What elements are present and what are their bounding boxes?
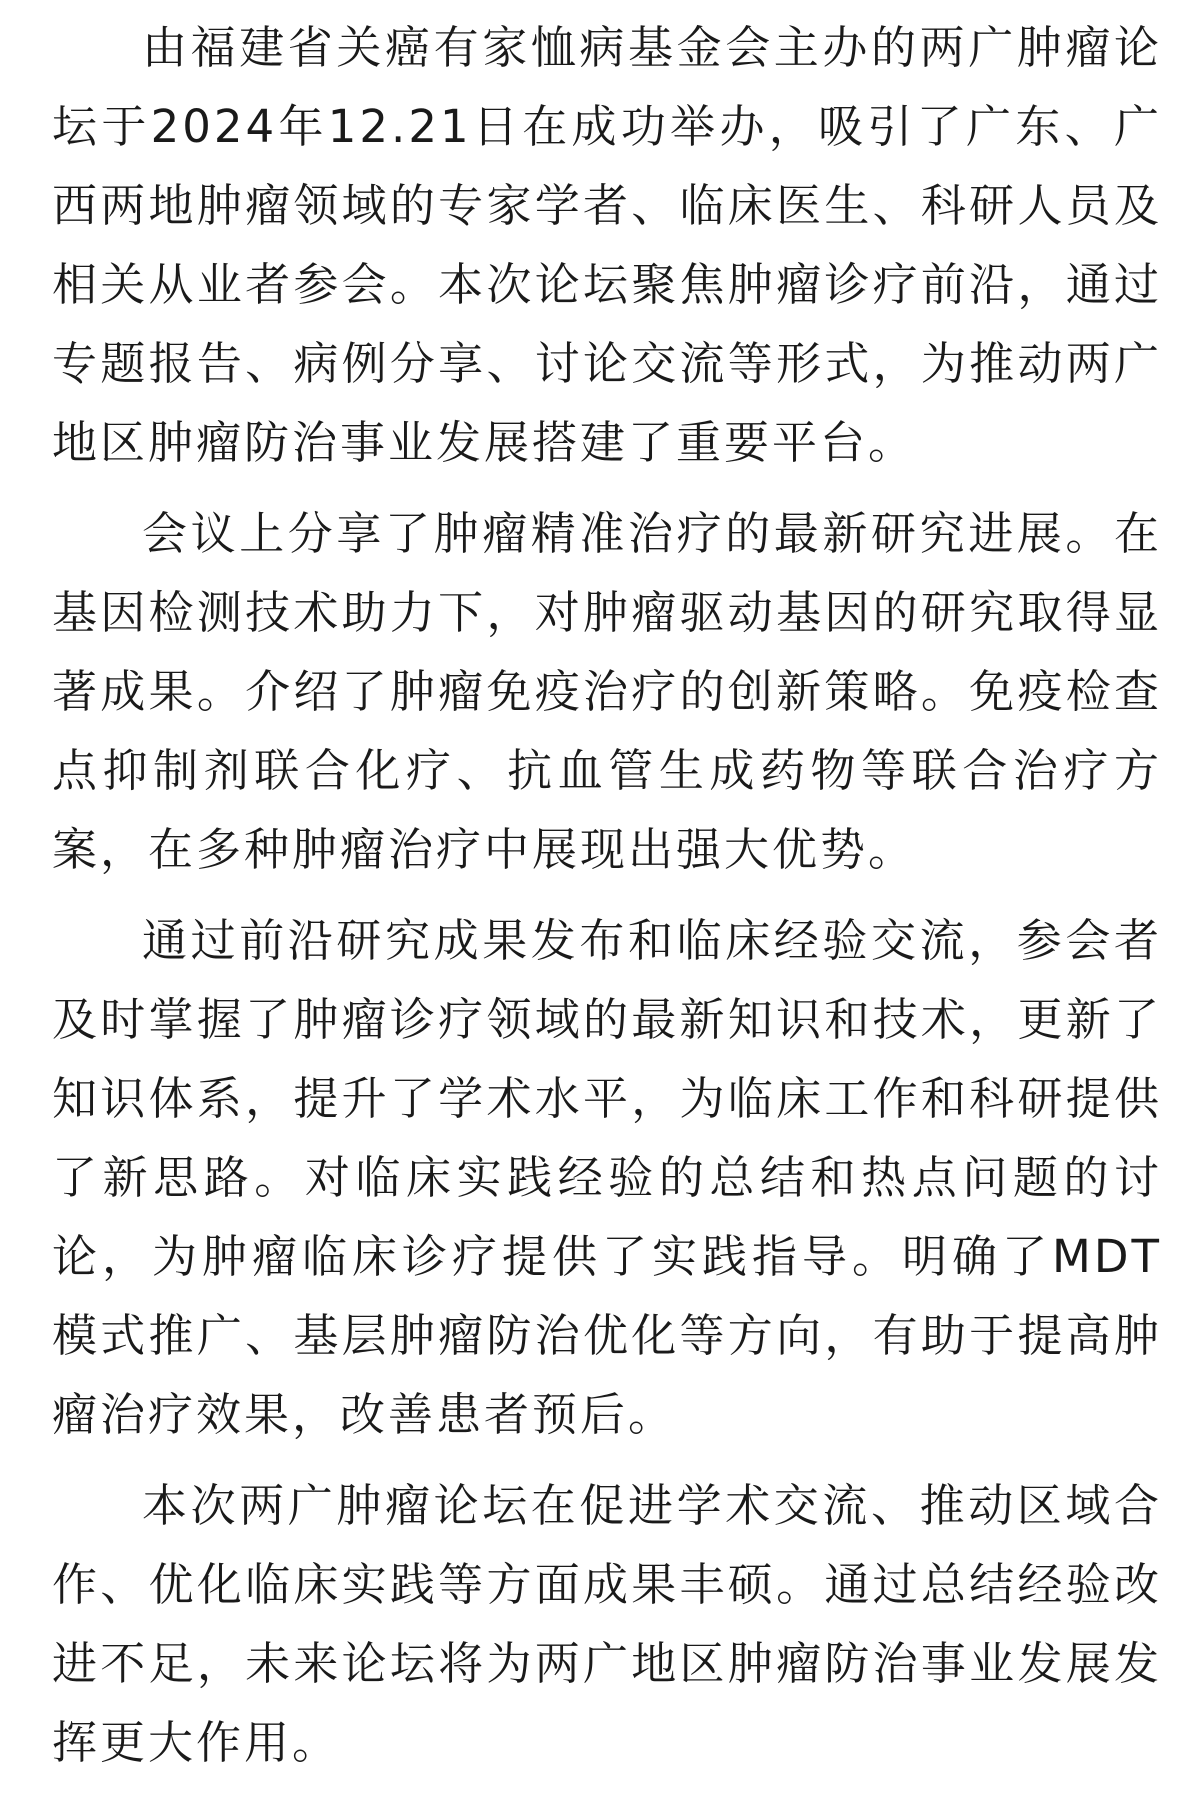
paragraph-conclusion: 本次两广肿瘤论坛在促进学术交流、推动区域合作、优化临床实践等方面成果丰硕。通过总结经验改进不足，未来论坛将为两广地区肿瘤防治事业发展发挥更大作用。 bbox=[52, 1479, 1162, 1769]
paragraph-knowledge-exchange: 通过前沿研究成果发布和临床经验交流，参会者及时掌握了肿瘤诊疗领域的最新知识和技术，更新了知识体系，提升了学术水平，为临床工作和科研提供了新思路。对临床实践经验的总结和热点问题的讨论，为肿瘤临床诊疗提供了实践指导。明确了MDT模式推广、基层肿瘤防治优化等方向，有助于提高肿瘤治疗效果，改善患者预后。 bbox=[52, 914, 1162, 1441]
article-body bbox=[52, 8, 1162, 1794]
paragraph-forum-intro: 由福建省关癌有家恤病基金会主办的两广肿瘤论坛于2024年12.21日在成功举办，吸引了广东、广西两地肿瘤领域的专家学者、临床医生、科研人员及相关从业者参会。本次论坛聚焦肿瘤诊疗前沿，通过专题报告、病例分享、讨论交流等形式，为推动两广地区肿瘤防治事业发展搭建了重要平台。 bbox=[52, 21, 1162, 469]
paragraph-research-progress: 会议上分享了肿瘤精准治疗的最新研究进展。在基因检测技术助力下，对肿瘤驱动基因的研究取得显著成果。介绍了肿瘤免疫治疗的创新策略。免疫检查点抑制剂联合化疗、抗血管生成药物等联合治疗方案，在多种肿瘤治疗中展现出强大优势。 bbox=[52, 507, 1162, 876]
